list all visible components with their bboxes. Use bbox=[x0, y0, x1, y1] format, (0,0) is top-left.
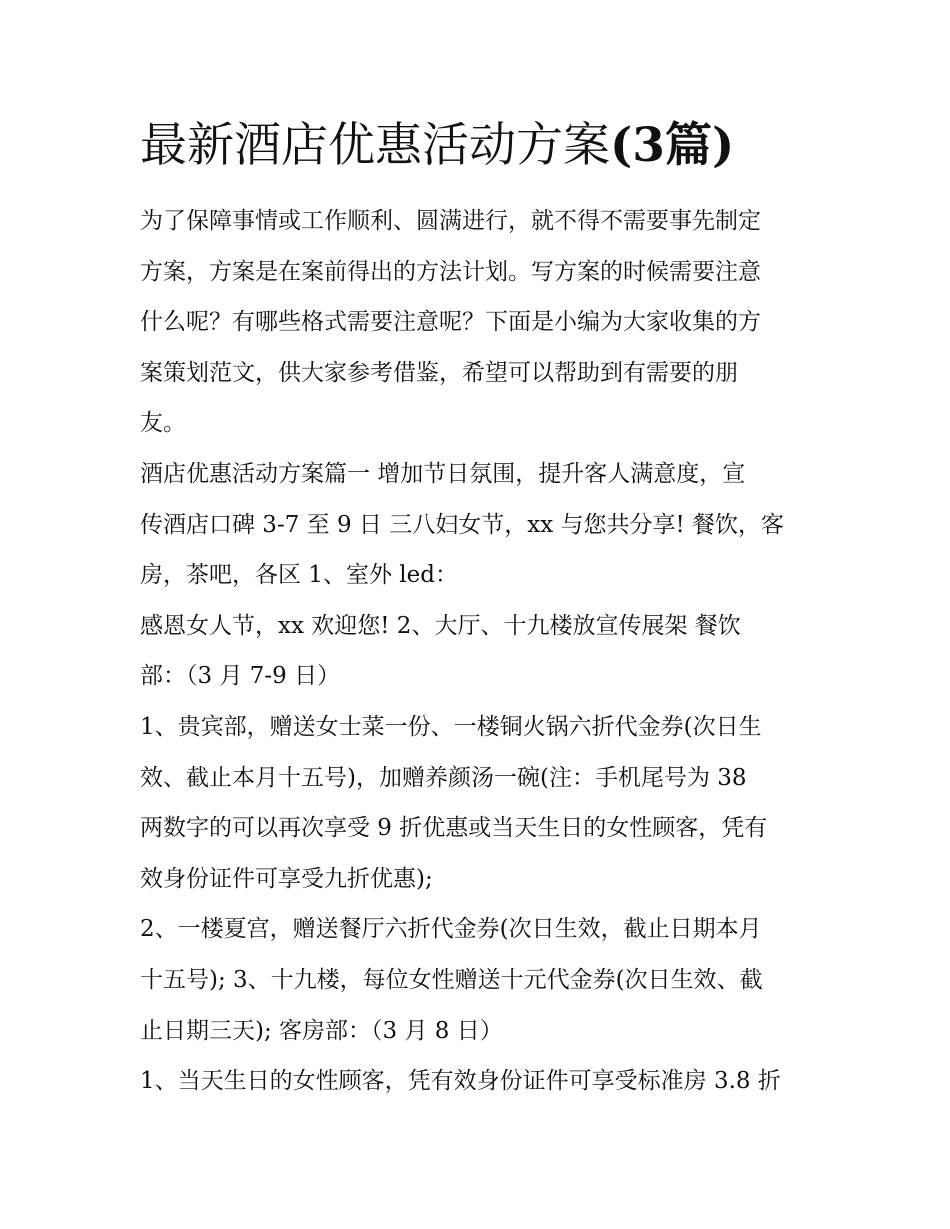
document-body bbox=[140, 196, 820, 1107]
body-line: 友。 bbox=[140, 410, 186, 437]
body-line: 2、一楼夏宫，赠送餐厅六折代金券(次日生效，截止日期本月 bbox=[140, 916, 762, 943]
body-line: 两数字的可以再次享受 9 折优惠或当天生日的女性顾客，凭有 bbox=[140, 815, 768, 842]
body-line: 案策划范文，供大家参考借鉴，希望可以帮助到有需要的朋 bbox=[140, 359, 738, 386]
body-line: 房，茶吧，各区 1、室外 led： bbox=[140, 562, 458, 589]
body-line: 十五号); 3、十九楼，每位女性赠送十元代金券(次日生效、截 bbox=[140, 966, 763, 993]
body-line: 止日期三天); 客房部：（3 月 8 日） bbox=[140, 1017, 503, 1044]
body-line: 效、截止本月十五号)，加赠养颜汤一碗(注：手机尾号为 38 bbox=[140, 764, 747, 791]
document-title-suffix: (3篇) bbox=[610, 118, 735, 173]
body-line: 1、当天生日的女性顾客，凭有效身份证件可享受标准房 3.8 折 bbox=[140, 1068, 781, 1095]
body-line: 效身份证件可享受九折优惠); bbox=[140, 865, 433, 892]
document-title-main: 最新酒店优惠活动方案 bbox=[140, 118, 610, 173]
body-line: 传酒店口碑 3-7 至 9 日 三八妇女节，xx 与您共分享! 餐饮，客 bbox=[140, 511, 785, 538]
body-line: 1、贵宾部，赠送女士菜一份、一楼铜火锅六折代金券(次日生 bbox=[140, 713, 762, 740]
body-line: 酒店优惠活动方案篇一 增加节日氛围，提升客人满意度，宣 bbox=[140, 460, 746, 487]
body-line: 部：（3 月 7-9 日） bbox=[140, 663, 341, 690]
body-line: 感恩女人节，xx 欢迎您! 2、大厅、十九楼放宣传展架 餐饮 bbox=[140, 612, 741, 639]
body-line: 什么呢？有哪些格式需要注意呢？下面是小编为大家收集的方 bbox=[140, 309, 761, 336]
body-line: 为了保障事情或工作顺利、圆满进行，就不得不需要事先制定 bbox=[140, 208, 761, 234]
body-line: 方案，方案是在案前得出的方法计划。写方案的时候需要注意 bbox=[140, 258, 761, 285]
document-title bbox=[140, 114, 830, 178]
